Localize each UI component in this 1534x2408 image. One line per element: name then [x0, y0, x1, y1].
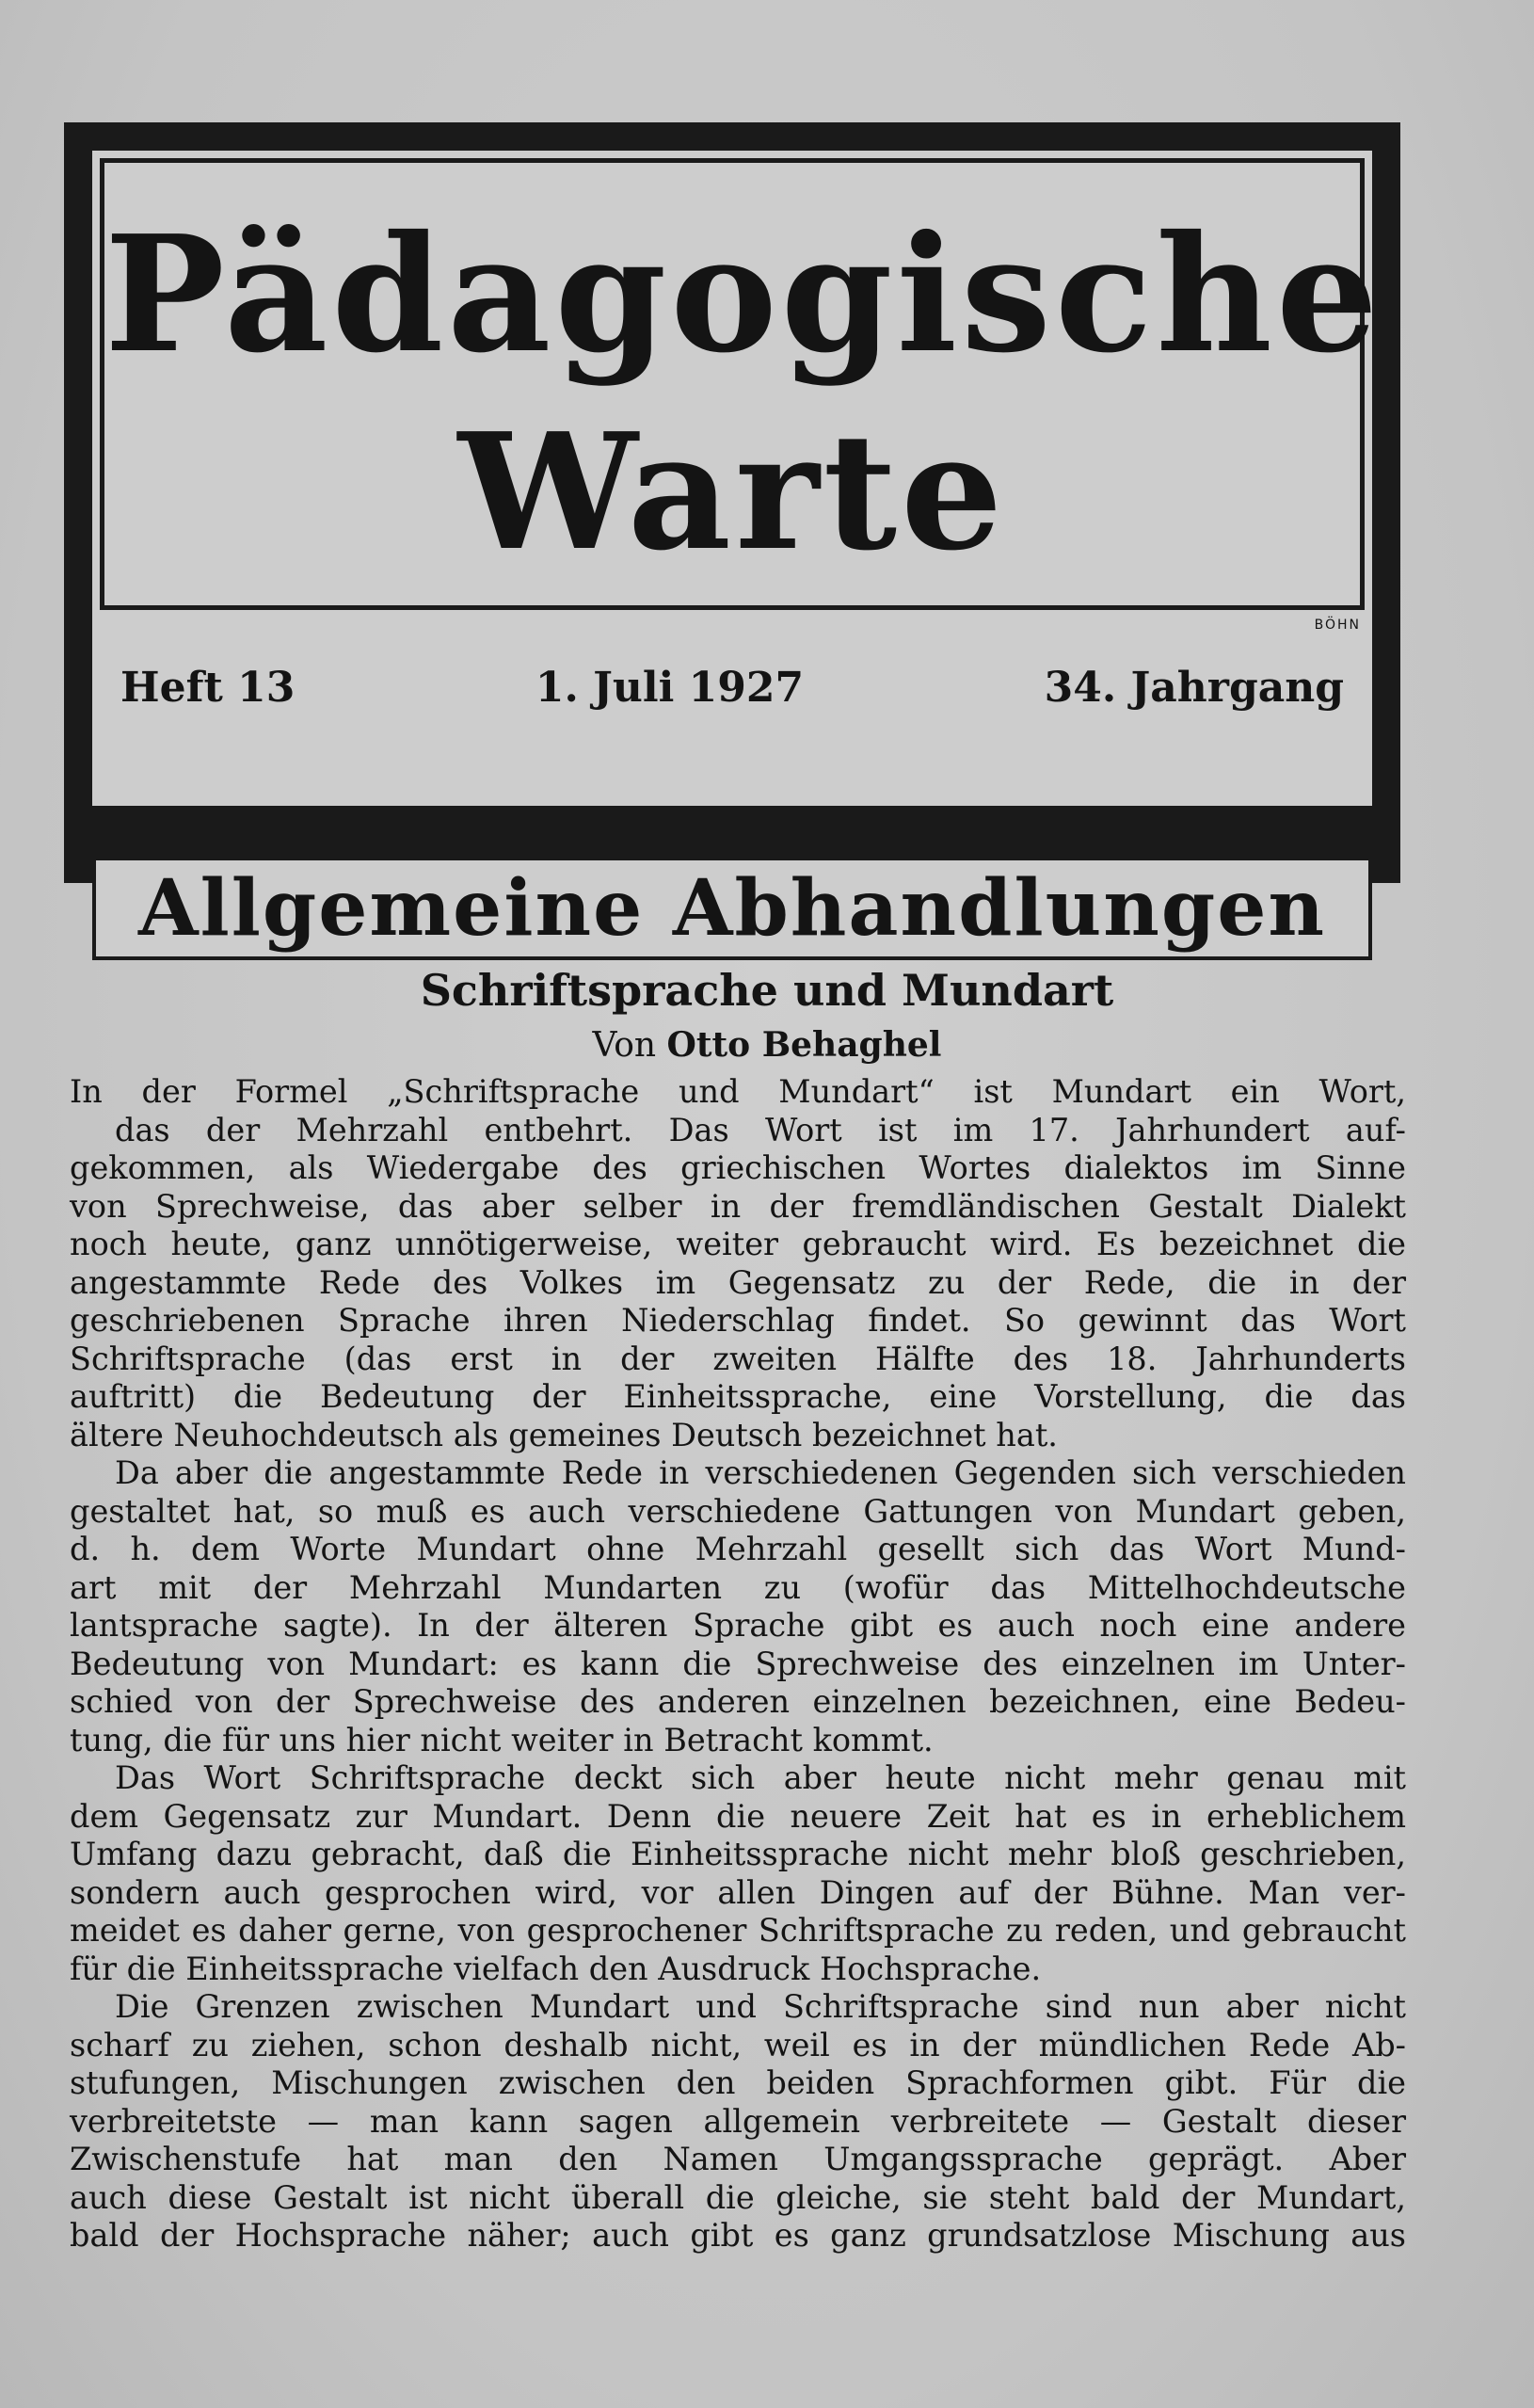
masthead [64, 122, 1400, 954]
text-line: das der Mehrzahl entbehrt. Das Wort ist im 17. Jahrhundert auf- [115, 1111, 1406, 1148]
text-line: art mit der Mehrzahl Mundarten zu (wofür das Mittelhochdeutsche [70, 1568, 1406, 1606]
issue-date: 1. Juli 1927 [535, 663, 805, 712]
text-line: Da aber die angestammte Rede in verschiedenen Gegenden sich verschieden [115, 1454, 1406, 1491]
text-line: sondern auch gesprochen wird, vor allen Dingen auf der Bühne. Man ver- [70, 1873, 1406, 1911]
text-line: für die Einheitssprache vielfach den Ausdruck Hochsprache. [70, 1950, 1042, 1987]
text-line: noch heute, ganz unnötigerweise, weiter gebraucht wird. Es bezeichnet die [70, 1226, 1406, 1262]
text-line: tung, die für uns hier nicht weiter in Betracht kommt. [70, 1721, 934, 1758]
journal-title-line-2: Warte [457, 398, 1007, 586]
volume-number: 34. Jahrgang [1044, 663, 1344, 712]
text-line: lantsprache sagte). In der älteren Sprache gibt es auch noch eine andere [70, 1607, 1406, 1644]
text-line: Das Wort Schriftsprache deckt sich aber heute nicht mehr genau mit [115, 1759, 1406, 1796]
section-heading: Allgemeine Abhandlungen [137, 863, 1327, 954]
text-line: schied von der Sprechweise des anderen einzelnen bezeichnen, eine Bedeu- [70, 1683, 1406, 1720]
text-line: Umfang dazu gebracht, daß die Einheitssprache nicht mehr bloß geschrieben, [70, 1836, 1406, 1872]
text-line: d. h. dem Worte Mundart ohne Mehrzahl gesellt sich das Wort Mund- [70, 1531, 1406, 1567]
text-line: gestaltet hat, so muß es auch verschiedene Gattungen von Mundart geben, [70, 1492, 1406, 1530]
text-line: Die Grenzen zwischen Mundart und Schriftsprache sind nun aber nicht [115, 1988, 1406, 2025]
text-line: ältere Neuhochdeutsch als gemeines Deutsch bezeichnet hat. [70, 1416, 1058, 1453]
text-line: scharf zu ziehen, schon deshalb nicht, weil es in der mündlichen Rede Ab- [70, 2026, 1406, 2063]
section-heading-frame [92, 857, 1372, 960]
text-line: Bedeutung von Mundart: es kann die Sprechweise des einzelnen im Unter- [70, 1645, 1406, 1682]
text-line: verbreitetste — man kann sagen allgemein verbreitete — Gestalt dieser [70, 2102, 1406, 2140]
byline-prefix: Von [592, 1026, 657, 1065]
text-line: Schriftsprache (das erst in der zweiten Hälfte des 18. Jahrhunderts [70, 1340, 1406, 1377]
journal-title-line-1: Pädagogische [104, 201, 1382, 389]
text-line: auftritt) die Bedeutung der Einheitssprache, eine Vorstellung, die das [70, 1378, 1406, 1415]
text-line: In der Formel „Schriftsprache und Mundart“ ist Mundart ein Wort, [70, 1073, 1406, 1110]
issue-number: Heft 13 [120, 663, 296, 712]
article-body [70, 1073, 1406, 2255]
masthead-inner-frame [92, 151, 1382, 806]
printer-mark: BÖHN [1314, 618, 1361, 633]
title-frame [100, 158, 1382, 610]
article-title: Schriftsprache und Mundart [420, 965, 1114, 1016]
issue-info-row [120, 640, 1344, 734]
text-line: dem Gegensatz zur Mundart. Denn die neuere Zeit hat es in erheblichem [70, 1797, 1406, 1835]
text-line: angestammte Rede des Volkes im Gegensatz zu der Rede, die in der [70, 1263, 1406, 1301]
author-name: Otto Behaghel [666, 1025, 942, 1065]
text-line: auch diese Gestalt ist nicht überall die gleiche, sie steht bald der Mundart, [70, 2178, 1406, 2216]
text-line: stufungen, Mischungen zwischen den beiden Sprachformen gibt. Für die [70, 2064, 1406, 2101]
text-line: meidet es daher gerne, von gesprochener Schriftsprache zu reden, und gebraucht [70, 1912, 1406, 1949]
text-line: von Sprechweise, das aber selber in der fremdländischen Gestalt Dialekt [70, 1187, 1406, 1225]
byline [0, 1022, 1534, 1068]
text-line: Zwischenstufe hat man den Namen Umgangssprache geprägt. Aber [70, 2141, 1406, 2177]
text-line: bald der Hochsprache näher; auch gibt es ganz grundsatzlose Mischung aus [70, 2217, 1406, 2254]
text-line: gekommen, als Wiedergabe des griechischen Wortes dialektos im Sinne [70, 1149, 1406, 1186]
text-line: geschriebenen Sprache ihren Niederschlag findet. So gewinnt das Wort [70, 1302, 1406, 1339]
